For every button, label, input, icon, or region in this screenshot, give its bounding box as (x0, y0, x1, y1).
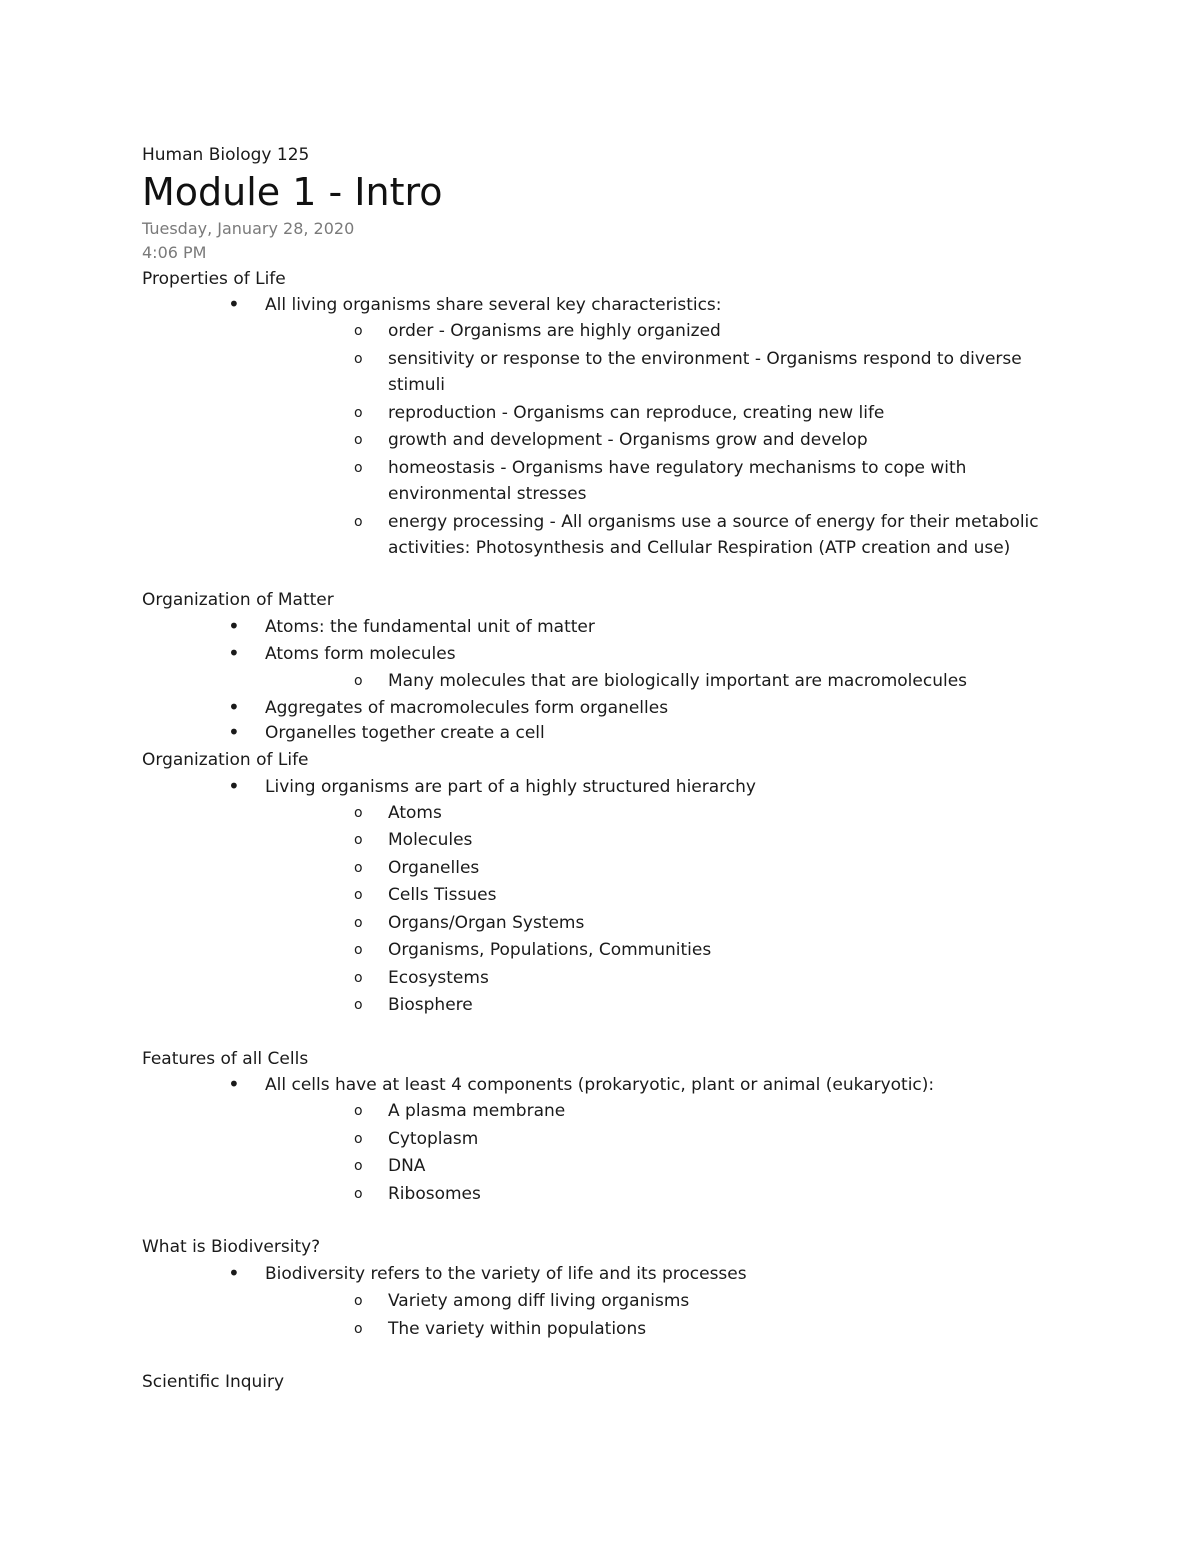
sub-list-item: Cytoplasm (388, 1129, 479, 1149)
sub-list-item: DNA (388, 1156, 426, 1176)
sub-list-item-continuation: activities: Photosynthesis and Cellular Respiration (ATP creation and use) (388, 538, 1011, 558)
sub-list-item-continuation: environmental stresses (388, 484, 587, 504)
bullet-marker: • (228, 695, 240, 719)
sub-list-item: Ribosomes (388, 1184, 481, 1204)
sub-bullet-marker: o (354, 1158, 363, 1174)
sub-bullet-marker: o (354, 1321, 363, 1337)
sub-list-item: A plasma membrane (388, 1101, 566, 1121)
section-heading: What is Biodiversity? (142, 1237, 321, 1257)
sub-bullet-marker: o (354, 1103, 363, 1119)
sub-list-item: sensitivity or response to the environment - Organisms respond to diverse (388, 349, 1022, 369)
sub-list-item: homeostasis - Organisms have regulatory mechanisms to cope with (388, 458, 967, 478)
bullet-marker: • (228, 292, 240, 316)
sub-bullet-marker: o (354, 1131, 363, 1147)
sub-bullet-marker: o (354, 832, 363, 848)
bullet-marker: • (228, 1072, 240, 1096)
sub-bullet-marker: o (354, 514, 363, 530)
sub-list-item: Organelles (388, 858, 480, 878)
sub-bullet-marker: o (354, 460, 363, 476)
sub-list-item: Organisms, Populations, Communities (388, 940, 712, 960)
section-heading: Features of all Cells (142, 1049, 309, 1069)
notebook-name: Human Biology 125 (142, 145, 310, 165)
page-time: 4:06 PM (142, 243, 207, 262)
sub-bullet-marker: o (354, 351, 363, 367)
sub-list-item: Ecosystems (388, 968, 489, 988)
page-date: Tuesday, January 28, 2020 (142, 219, 355, 238)
sub-list-item: Cells Tissues (388, 885, 497, 905)
list-item: Biodiversity refers to the variety of life and its processes (265, 1264, 747, 1284)
list-item: Atoms: the fundamental unit of matter (265, 617, 595, 637)
sub-list-item: Organs/Organ Systems (388, 913, 585, 933)
sub-bullet-marker: o (354, 970, 363, 986)
sub-bullet-marker: o (354, 405, 363, 421)
sub-bullet-marker: o (354, 860, 363, 876)
sub-list-item: Atoms (388, 803, 442, 823)
sub-list-item: Biosphere (388, 995, 473, 1015)
list-item: Living organisms are part of a highly structured hierarchy (265, 777, 756, 797)
sub-bullet-marker: o (354, 432, 363, 448)
sub-bullet-marker: o (354, 915, 363, 931)
sub-bullet-marker: o (354, 323, 363, 339)
list-item: All living organisms share several key characteristics: (265, 295, 722, 315)
section-heading: Scientific Inquiry (142, 1372, 285, 1392)
list-item: Aggregates of macromolecules form organelles (265, 698, 669, 718)
sub-list-item: order - Organisms are highly organized (388, 321, 721, 341)
sub-list-item: energy processing - All organisms use a source of energy for their metabolic (388, 512, 1039, 532)
section-heading: Properties of Life (142, 269, 286, 289)
sub-bullet-marker: o (354, 997, 363, 1013)
sub-bullet-marker: o (354, 942, 363, 958)
sub-bullet-marker: o (354, 1186, 363, 1202)
bullet-marker: • (228, 720, 240, 744)
section-heading: Organization of Matter (142, 590, 334, 610)
sub-list-item: growth and development - Organisms grow and develop (388, 430, 868, 450)
sub-bullet-marker: o (354, 805, 363, 821)
bullet-marker: • (228, 641, 240, 665)
bullet-marker: • (228, 614, 240, 638)
sub-bullet-marker: o (354, 887, 363, 903)
page-title[interactable]: Module 1 - Intro (142, 170, 443, 214)
sub-bullet-marker: o (354, 673, 363, 689)
list-item: Organelles together create a cell (265, 723, 545, 743)
sub-list-item-continuation: stimuli (388, 375, 446, 395)
sub-list-item: The variety within populations (388, 1319, 647, 1339)
sub-list-item: reproduction - Organisms can reproduce, creating new life (388, 403, 885, 423)
sub-list-item: Many molecules that are biologically important are macromolecules (388, 671, 968, 691)
sub-bullet-marker: o (354, 1293, 363, 1309)
bullet-marker: • (228, 774, 240, 798)
sub-list-item: Molecules (388, 830, 473, 850)
list-item: Atoms form molecules (265, 644, 456, 664)
bullet-marker: • (228, 1261, 240, 1285)
list-item: All cells have at least 4 components (prokaryotic, plant or animal (eukaryotic): (265, 1075, 935, 1095)
sub-list-item: Variety among diff living organisms (388, 1291, 690, 1311)
section-heading: Organization of Life (142, 750, 309, 770)
